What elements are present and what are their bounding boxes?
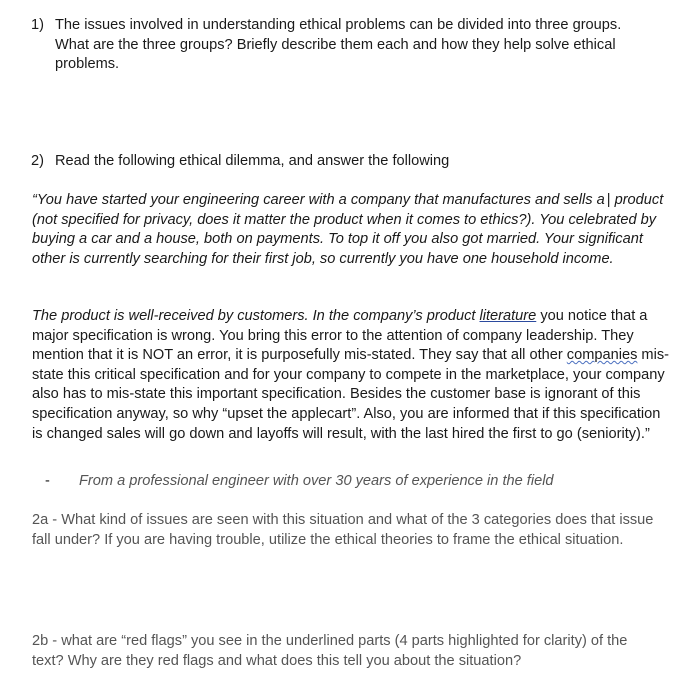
question-2a: 2a - What kind of issues are seen with this situation and what of the 3 categories does that issue fall under? If you are having trouble, utilize the ethical theories to frame the ethical situation. (32, 512, 654, 548)
dilemma-p2-part-c: mis-state this critical specification and for your company to compete in the marketplace, your company also has to mis-state this important specification. Besides the customer base is ignorant of this specification anyway, so why “upset the applecart”. Also, you are informed that if this specification is changed sales will go down and layoffs will result, with the last hired the first to go (seniority).” (32, 347, 669, 442)
dilemma-paragraph-2 (32, 307, 672, 444)
attribution-text: From a professional engineer with over 30 years of experience in the field (79, 473, 554, 489)
bullet-dash: - (45, 473, 50, 489)
dilemma-p1-start: “You have started your engineering career with a company that manufactures and sells a (32, 192, 605, 208)
underlined-companies: companies (566, 347, 638, 364)
dilemma-paragraph-1 (32, 191, 672, 269)
question-2-text: Read the following ethical dilemma, and answer the following (55, 153, 450, 169)
question-1 (31, 16, 651, 75)
question-2b: 2b - what are “red flags” you see in the underlined parts (4 parts highlighted for clarity) of the text? Why are they red flags and what does this tell you about the situation? (32, 633, 628, 669)
attribution-line (45, 472, 554, 492)
dilemma-p1-rest: product (not specified for privacy, does it matter the product when it comes to ethics?). You celebrated by buying a car and a house, both on payments. To top it off you also got married. Your significant other is currently searching for their first job, so currently you have one household income. (32, 192, 664, 267)
question-2 (31, 152, 651, 172)
underlined-literature: literature (479, 308, 537, 324)
text-cursor: | (606, 192, 611, 208)
dilemma-p2-part-a: The product is well-received by customers. In the company’s product (32, 308, 480, 324)
question-1-number: 1) (31, 17, 44, 33)
question-1-text: The issues involved in understanding ethical problems can be divided into three groups. What are the three groups? Briefly describe them each and how they help solve ethical problems. (55, 17, 622, 73)
dilemma-p2-part-b: you notice that a major specification is wrong. You bring this error to the attention of company leadership. They mention that it is NOT an error, it is purposefully mis-stated. They say that all other (32, 308, 648, 364)
question-2-number: 2) (31, 153, 44, 169)
